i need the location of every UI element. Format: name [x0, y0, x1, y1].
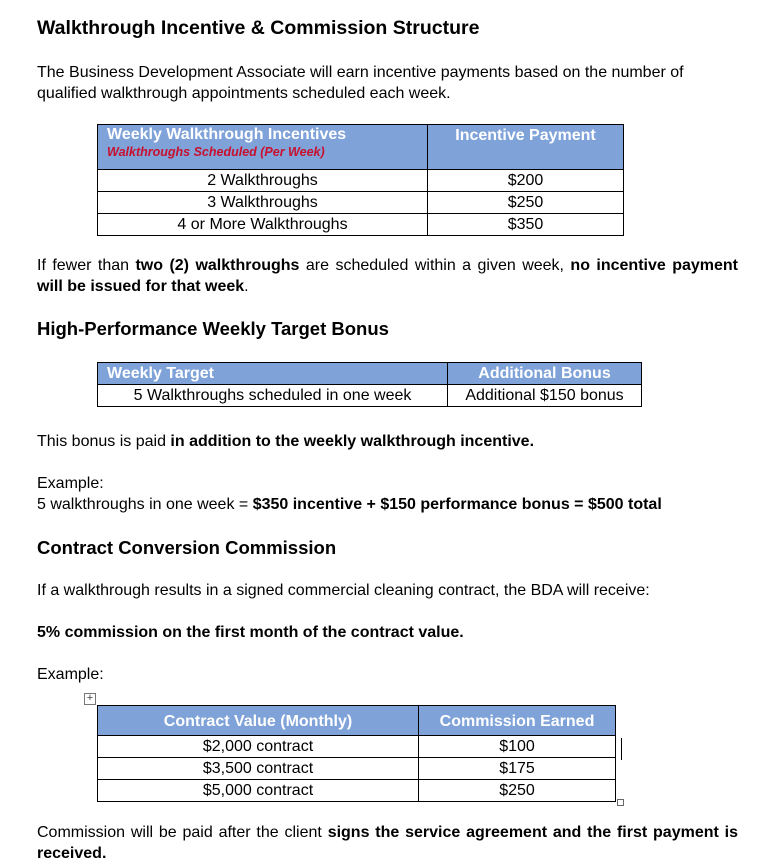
bonus-example-text: 5 walkthroughs in one week =: [37, 496, 253, 513]
commission-row-label: $3,500 contract: [98, 758, 419, 780]
bonus-note-text: This bonus is paid: [37, 433, 171, 450]
bonus-example-bold: $350 incentive + $150 performance bonus = $500 total: [252, 496, 662, 513]
minimum-note: [37, 255, 738, 297]
minimum-note-text: are scheduled within a given week,: [299, 257, 571, 274]
commission-footer-bold: signs the service agreement and the first payment is received.: [37, 824, 738, 862]
table-row: [98, 192, 624, 214]
commission-heading: Contract Conversion Commission: [37, 537, 337, 558]
bonus-example-label: Example:: [37, 475, 104, 492]
commission-row-value: $175: [419, 758, 616, 780]
incentive-header-title: Weekly Walkthrough Incentives: [107, 126, 347, 143]
bonus-row-right: Additional $150 bonus: [448, 385, 642, 407]
incentive-header-subtitle: Walkthroughs Scheduled (Per Week): [107, 145, 325, 159]
commission-row-label: $2,000 contract: [98, 736, 419, 758]
minimum-note-text: If fewer than: [37, 257, 136, 274]
incentive-row-value: $250: [428, 192, 624, 214]
incentive-row-label: 3 Walkthroughs: [98, 192, 428, 214]
table-row: [98, 170, 624, 192]
bonus-row-left: 5 Walkthroughs scheduled in one week: [98, 385, 448, 407]
incentive-row-label: 4 or More Walkthroughs: [98, 214, 428, 236]
text-cursor: [621, 738, 622, 760]
commission-footer: [37, 822, 738, 864]
table-row: [98, 758, 616, 780]
bonus-note-bold: in addition to the weekly walkthrough incentive.: [170, 433, 535, 450]
commission-header-right: Commission Earned: [419, 706, 616, 736]
minimum-note-bold: two (2) walkthroughs: [135, 257, 300, 274]
commission-header-left: Contract Value (Monthly): [98, 706, 419, 736]
bonus-header-left: Weekly Target: [98, 363, 448, 385]
commission-footer-text: Commission will be paid after the client: [37, 824, 328, 841]
incentive-header-left: [98, 125, 428, 170]
bonus-example: [37, 494, 662, 515]
incentive-row-value: $350: [428, 214, 624, 236]
page-title: Walkthrough Incentive & Commission Structure: [37, 17, 480, 39]
bonus-table-header: [98, 363, 642, 385]
table-row: [98, 780, 616, 802]
bonus-header-right: Additional Bonus: [448, 363, 642, 385]
table-move-icon[interactable]: +: [84, 693, 96, 705]
commission-table-header: [98, 706, 616, 736]
commission-intro: If a walkthrough results in a signed commercial cleaning contract, the BDA will receive:: [37, 582, 650, 599]
commission-row-value: $100: [419, 736, 616, 758]
commission-row-label: $5,000 contract: [98, 780, 419, 802]
incentive-row-value: $200: [428, 170, 624, 192]
bonus-heading: High-Performance Weekly Target Bonus: [37, 318, 389, 339]
minimum-note-bold: no incentive payment will be issued for that week: [37, 257, 738, 295]
incentive-table: [97, 124, 624, 236]
intro-paragraph: The Business Development Associate will earn incentive payments based on the number of qualified walkthrough appointments scheduled each week.: [37, 64, 684, 102]
table-resize-handle-icon[interactable]: [617, 799, 624, 806]
commission-table: [97, 705, 616, 802]
table-row: [98, 214, 624, 236]
commission-rate: 5% commission on the first month of the contract value.: [37, 624, 464, 641]
incentive-row-label: 2 Walkthroughs: [98, 170, 428, 192]
table-row: [98, 385, 642, 407]
bonus-note: [37, 431, 534, 452]
incentive-header-right: Incentive Payment: [428, 125, 624, 170]
bonus-table: [97, 362, 642, 407]
minimum-note-text: .: [244, 278, 249, 295]
incentive-table-header: [98, 125, 624, 170]
commission-example-label: Example:: [37, 666, 104, 683]
commission-row-value: $250: [419, 780, 616, 802]
table-row: [98, 736, 616, 758]
